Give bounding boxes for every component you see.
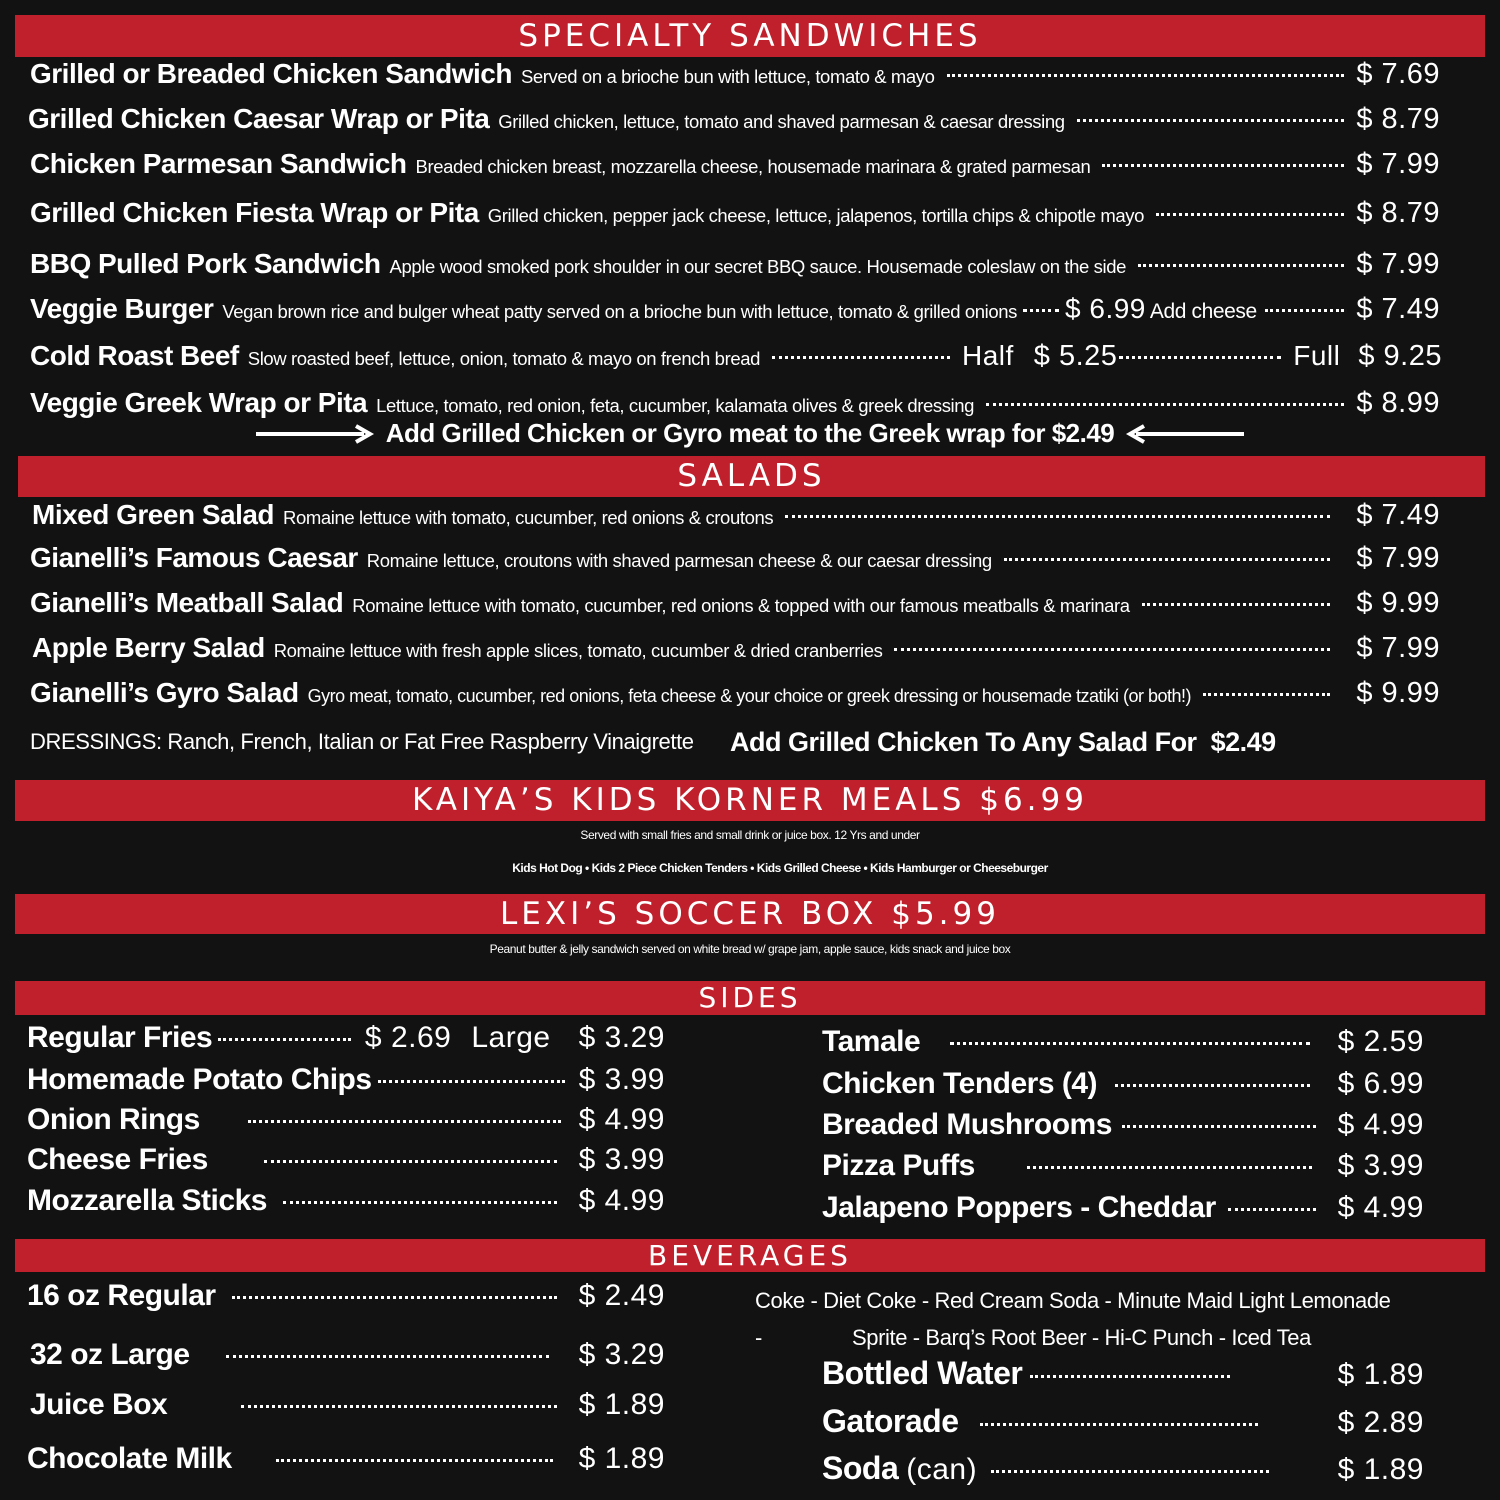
item-price: $ 4.99 <box>1337 1191 1424 1224</box>
item-name: Jalapeno Poppers - Cheddar <box>822 1191 1216 1224</box>
beverage-item <box>27 1442 665 1476</box>
section-header-sides: SIDES <box>15 981 1485 1015</box>
side-item <box>822 1108 1424 1142</box>
item-name: Apple Berry Salad <box>32 632 265 663</box>
item-name: 32 oz Large <box>30 1338 190 1371</box>
item-name: BBQ Pulled Pork Sandwich <box>30 248 381 279</box>
item-name: Cheese Fries <box>27 1143 208 1176</box>
dot-leader <box>241 1405 556 1408</box>
dot-leader <box>980 1423 1258 1426</box>
addon-label: Add cheese <box>1149 300 1257 323</box>
item-price: $ 3.99 <box>578 1143 665 1176</box>
half-label: Half <box>962 340 1014 371</box>
item-name: Soda <box>822 1450 899 1486</box>
dot-leader <box>1228 1208 1316 1211</box>
beverage-item <box>30 1388 665 1422</box>
item-price: $ 1.89 <box>578 1442 665 1475</box>
item-price: $ 1.89 <box>1337 1358 1424 1391</box>
dot-leader <box>232 1296 557 1299</box>
item-price: $ 4.99 <box>1337 1108 1424 1141</box>
dot-leader <box>378 1080 565 1083</box>
dot-leader <box>248 1120 561 1123</box>
item-description: Lettuce, tomato, red onion, feta, cucumber, kalamata olives & greek dressing <box>376 395 975 416</box>
full-label: Full <box>1293 340 1341 371</box>
item-price: $ 2.69 <box>364 1021 452 1054</box>
item-name: Gianelli’s Famous Caesar <box>30 542 358 573</box>
menu-item <box>30 248 1440 281</box>
item-name: Onion Rings <box>27 1103 200 1136</box>
dot-leader <box>772 356 950 359</box>
dot-leader <box>276 1459 553 1462</box>
item-price: $ 2.49 <box>578 1279 665 1312</box>
item-price: $ 2.89 <box>1337 1406 1424 1439</box>
side-item <box>822 1191 1424 1225</box>
item-price: $ 1.89 <box>578 1388 665 1421</box>
dot-leader <box>1142 603 1331 606</box>
item-name: Grilled Chicken Caesar Wrap or Pita <box>28 103 490 134</box>
item-price: $ 4.99 <box>578 1103 665 1136</box>
item-name: 16 oz Regular <box>27 1279 216 1312</box>
soda-list-line-2: Sprite - Barq’s Root Beer - Hi-C Punch - Iced Tea <box>852 1325 1311 1350</box>
item-price: $ 7.99 <box>1356 542 1440 574</box>
salad-addon-note: Add Grilled Chicken To Any Salad For $2.49 <box>730 727 1276 757</box>
item-price: $ 7.99 <box>1356 148 1440 180</box>
section-header-salads: SALADS <box>18 456 1485 497</box>
side-item <box>822 1025 1424 1059</box>
item-price: $ 3.29 <box>578 1338 665 1371</box>
dot-leader <box>1119 356 1281 359</box>
greek-addon-text: Add Grilled Chicken or Gyro meat to the Greek wrap for $2.49 <box>385 418 1115 448</box>
menu-item <box>30 677 1440 710</box>
side-item <box>27 1184 665 1218</box>
beverage-item <box>30 1338 665 1372</box>
large-label: Large <box>471 1021 551 1054</box>
item-name: Gianelli’s Meatball Salad <box>30 587 344 618</box>
dot-leader <box>1203 693 1330 696</box>
item-price: $ 7.49 <box>1356 499 1440 531</box>
dot-leader <box>1115 1084 1310 1087</box>
item-name: Chicken Parmesan Sandwich <box>30 148 407 179</box>
menu-item <box>30 58 1440 91</box>
item-price: $ 8.79 <box>1356 197 1440 229</box>
section-header-kids: KAIYA’S KIDS KORNER MEALS $6.99 <box>15 780 1485 821</box>
dot-leader <box>986 403 1344 406</box>
item-name: Veggie Greek Wrap or Pita <box>30 387 368 418</box>
kids-items: Kids Hot Dog • Kids 2 Piece Chicken Tenders • Kids Grilled Cheese • Kids Hamburger or Cheeseburger <box>512 861 1048 875</box>
item-description: Breaded chicken breast, mozzarella cheese, housemade marinara & grated parmesan <box>415 156 1091 177</box>
item-name: Tamale <box>822 1025 921 1058</box>
section-header-beverages: BEVERAGES <box>15 1239 1485 1272</box>
item-description: Romaine lettuce with tomato, cucumber, red onions & topped with our famous meatballs & marinara <box>352 595 1130 616</box>
dot-leader <box>1138 264 1344 267</box>
menu-item <box>32 499 1440 532</box>
addon-price: $ 7.49 <box>1356 293 1440 325</box>
dot-leader <box>283 1201 557 1204</box>
item-description: Served on a brioche bun with lettuce, tomato & mayo <box>520 66 935 87</box>
menu-item-veggie-burger <box>30 293 1440 326</box>
full-price: $ 9.25 <box>1358 340 1442 372</box>
item-description: Vegan brown rice and bulger wheat patty served on a brioche bun with lettuce, tomato & grilled onions <box>222 301 1018 322</box>
dot-leader <box>1004 558 1331 561</box>
menu-item <box>30 197 1440 230</box>
dot-leader <box>1077 119 1345 122</box>
item-name: Pizza Puffs <box>822 1149 975 1182</box>
item-description: Romaine lettuce, croutons with shaved parmesan cheese & our caesar dressing <box>366 550 992 571</box>
item-price: $ 8.99 <box>1356 387 1440 419</box>
item-name: Juice Box <box>30 1388 168 1421</box>
item-description: Gyro meat, tomato, cucumber, red onions, feta cheese & your choice or greek dressing or housemade tzatiki (or both!) <box>307 686 1192 706</box>
side-item <box>27 1143 665 1177</box>
dot-leader <box>894 648 1330 651</box>
item-price: $ 8.79 <box>1356 103 1440 135</box>
item-name: Cold Roast Beef <box>30 340 239 371</box>
item-description: Slow roasted beef, lettuce, onion, tomato & mayo on french bread <box>247 348 760 369</box>
item-price: $ 3.99 <box>578 1063 665 1096</box>
dot-leader <box>218 1038 351 1041</box>
side-item-fries <box>27 1021 665 1055</box>
beverage-item-soda <box>822 1450 1424 1487</box>
dot-leader <box>785 515 1330 518</box>
section-header-soccer: LEXI’S SOCCER BOX $5.99 <box>15 894 1485 934</box>
dot-leader <box>226 1355 549 1358</box>
menu-item <box>30 387 1440 420</box>
soda-list-line-1: Coke - Diet Coke - Red Cream Soda - Minute Maid Light Lemonade <box>755 1288 1391 1313</box>
dot-leader <box>947 74 1345 77</box>
item-description: Romaine lettuce with tomato, cucumber, red onions & croutons <box>283 507 774 528</box>
item-name: Breaded Mushrooms <box>822 1108 1112 1141</box>
item-name: Bottled Water <box>822 1355 1023 1391</box>
dot-leader <box>1027 1166 1312 1169</box>
section-header-sandwiches: SPECIALTY SANDWICHES <box>15 15 1485 57</box>
soda-list-dash: - <box>755 1325 763 1350</box>
item-price: $ 6.99 <box>1337 1067 1424 1100</box>
item-name: Regular Fries <box>27 1021 213 1054</box>
item-description: Grilled chicken, pepper jack cheese, lettuce, jalapenos, tortilla chips & chipotle mayo <box>487 205 1145 226</box>
left-arrow-icon <box>1124 424 1244 444</box>
dot-leader <box>1122 1125 1316 1128</box>
item-price: $ 3.99 <box>1337 1149 1424 1182</box>
item-price: $ 1.89 <box>1337 1453 1424 1486</box>
item-description: Romaine lettuce with fresh apple slices, tomato, cucumber & dried cranberries <box>273 640 883 661</box>
item-name: Gatorade <box>822 1403 959 1439</box>
item-name: Veggie Burger <box>30 293 214 324</box>
side-item <box>822 1149 1424 1183</box>
item-price: $ 2.59 <box>1337 1025 1424 1058</box>
item-name: Mixed Green Salad <box>32 499 275 530</box>
dot-leader <box>1102 164 1344 167</box>
large-price: $ 3.29 <box>578 1021 665 1054</box>
dot-leader <box>1265 309 1345 312</box>
menu-item <box>32 632 1440 665</box>
item-price: $ 4.99 <box>578 1184 665 1217</box>
greek-addon-line <box>0 418 1500 449</box>
menu-item <box>28 103 1440 136</box>
side-item <box>27 1063 665 1097</box>
menu-item <box>30 542 1440 575</box>
dot-leader <box>1023 309 1059 312</box>
item-price: $ 7.69 <box>1356 58 1440 90</box>
beverage-item <box>27 1279 665 1313</box>
right-arrow-icon <box>256 424 376 444</box>
item-price: $ 7.99 <box>1356 632 1440 664</box>
item-name: Chicken Tenders (4) <box>822 1067 1098 1100</box>
item-price: $ 9.99 <box>1356 587 1440 619</box>
dot-leader <box>991 1470 1269 1473</box>
item-name: Chocolate Milk <box>27 1442 232 1475</box>
beverage-item <box>822 1403 1424 1440</box>
item-note: (can) <box>906 1453 978 1486</box>
item-description: Grilled chicken, lettuce, tomato and shaved parmesan & caesar dressing <box>498 111 1065 132</box>
item-price: $ 9.99 <box>1356 677 1440 709</box>
dressings-note: DRESSINGS: Ranch, French, Italian or Fat Free Raspberry Vinaigrette <box>30 729 694 754</box>
item-price: $ 7.99 <box>1356 248 1440 280</box>
dot-leader <box>950 1042 1309 1045</box>
item-name: Grilled or Breaded Chicken Sandwich <box>30 58 512 89</box>
menu-item <box>30 148 1440 181</box>
dot-leader <box>1156 213 1344 216</box>
side-item <box>822 1067 1424 1101</box>
item-name: Homemade Potato Chips <box>27 1063 372 1096</box>
half-price: $ 5.25 <box>1033 340 1118 372</box>
dot-leader <box>1030 1375 1230 1378</box>
soccer-note: Peanut butter & jelly sandwich served on white bread w/ grape jam, apple sauce, kids snack and juice box <box>489 942 1011 956</box>
side-item <box>27 1103 665 1137</box>
menu-item-roast-beef <box>30 340 1442 373</box>
item-name: Grilled Chicken Fiesta Wrap or Pita <box>30 197 479 228</box>
item-price: $ 6.99 <box>1065 293 1146 324</box>
dot-leader <box>264 1160 557 1163</box>
item-description: Apple wood smoked pork shoulder in our secret BBQ sauce. Housemade coleslaw on the side <box>389 256 1126 277</box>
menu-item <box>30 587 1440 620</box>
item-name: Mozzarella Sticks <box>27 1184 267 1217</box>
beverage-item <box>822 1355 1424 1392</box>
kids-note: Served with small fries and small drink or juice box. 12 Yrs and under <box>580 828 920 842</box>
item-name: Gianelli’s Gyro Salad <box>30 677 299 708</box>
